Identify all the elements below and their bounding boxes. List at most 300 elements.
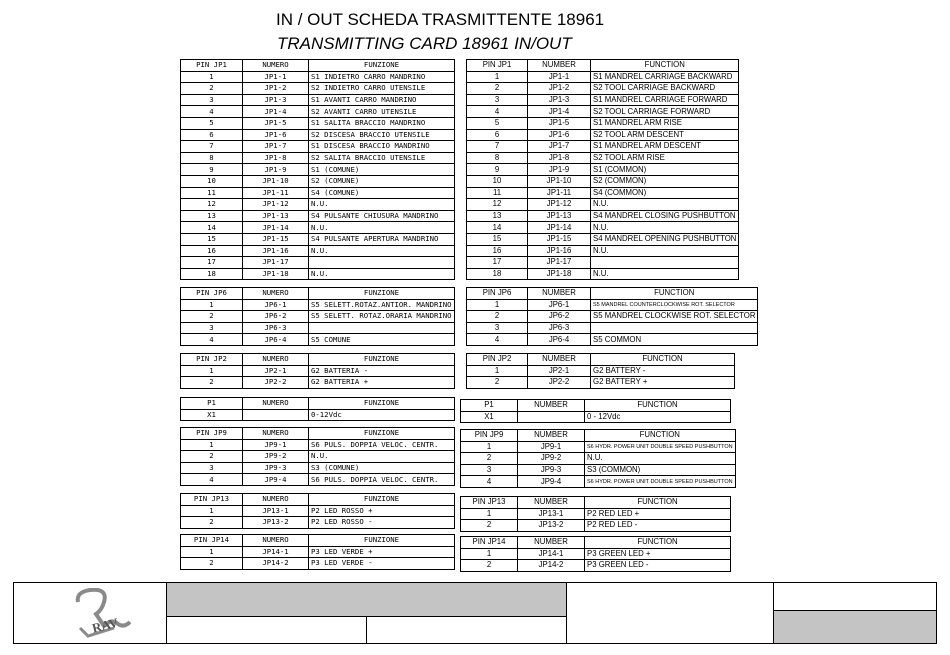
number-cell: JP9-2	[243, 451, 309, 463]
pin-cell: 1	[181, 505, 243, 517]
number-cell: JP6-2	[528, 311, 591, 323]
en-table-2	[466, 353, 735, 389]
pin-cell: 4	[181, 106, 243, 118]
table-row	[181, 451, 455, 463]
column-header: NUMBER	[518, 430, 585, 442]
function-cell: P2 LED ROSSO +	[309, 505, 455, 517]
en-table-4	[460, 429, 736, 488]
title-block-cell-bottom-left	[167, 617, 367, 643]
function-cell: S3 (COMMON)	[585, 464, 736, 476]
table-row	[461, 548, 731, 560]
table-row	[461, 520, 731, 532]
pin-cell: 6	[467, 129, 528, 141]
table-row	[181, 141, 455, 153]
table-row	[467, 71, 739, 83]
table-row	[181, 175, 455, 187]
table-row	[461, 453, 736, 465]
column-header: FUNZIONE	[309, 494, 455, 506]
pin-cell: 4	[467, 106, 528, 118]
it-table-3	[180, 397, 455, 421]
table-row	[467, 299, 758, 311]
pin-cell: 17	[467, 257, 528, 269]
table-row	[181, 129, 455, 141]
function-cell: S4 PULSANTE APERTURA MANDRINO	[309, 233, 455, 245]
number-cell: JP14-2	[243, 558, 309, 570]
table-row	[181, 210, 455, 222]
pin-cell: 1	[461, 441, 518, 453]
number-cell: JP2-1	[243, 365, 309, 377]
column-header: FUNZIONE	[309, 288, 455, 300]
number-cell: JP9-4	[243, 474, 309, 486]
number-cell: JP1-5	[243, 117, 309, 129]
number-cell: JP1-18	[528, 268, 591, 280]
table-row	[467, 175, 739, 187]
title-block-logo-cell	[14, 583, 167, 643]
pin-cell: 10	[181, 175, 243, 187]
pin-cell: 14	[467, 222, 528, 234]
number-cell: JP9-1	[518, 441, 585, 453]
pin-cell: 4	[181, 334, 243, 346]
function-cell: S5 SELETT. ROTAZ.ORARIA MANDRINO	[309, 311, 455, 323]
number-cell: JP1-12	[243, 199, 309, 211]
number-cell: JP1-12	[528, 199, 591, 211]
column-header: PIN JP13	[461, 497, 518, 509]
table-row	[467, 106, 739, 118]
function-cell: G2 BATTERIA +	[309, 377, 455, 389]
table-row	[181, 245, 455, 257]
table-row	[461, 560, 731, 572]
table-header-row	[467, 288, 758, 300]
function-cell: S6 PULS. DOPPIA VELOC. CENTR.	[309, 474, 455, 486]
table-row	[181, 164, 455, 176]
number-cell: JP1-10	[243, 175, 309, 187]
number-cell: JP6-4	[528, 334, 591, 346]
column-header: NUMERO	[243, 288, 309, 300]
function-cell: S4 (COMUNE)	[309, 187, 455, 199]
function-cell	[591, 322, 758, 334]
column-header: P1	[461, 400, 518, 412]
number-cell: JP1-1	[243, 71, 309, 83]
table-header-row	[467, 60, 739, 72]
table-row	[181, 462, 455, 474]
function-cell: S2 SALITA BRACCIO UTENSILE	[309, 152, 455, 164]
pin-cell: 1	[461, 508, 518, 520]
function-cell: P2 LED ROSSO -	[309, 517, 455, 529]
number-cell: JP1-4	[528, 106, 591, 118]
table-header-row	[181, 494, 455, 506]
number-cell: JP1-13	[528, 210, 591, 222]
number-cell: JP1-9	[528, 164, 591, 176]
table-row	[467, 152, 739, 164]
pin-cell: 14	[181, 222, 243, 234]
function-cell: S5 MANDREL COUNTERCLOCKWISE ROT. SELECTOR	[591, 299, 758, 311]
number-cell: JP1-8	[243, 152, 309, 164]
pin-cell: 15	[467, 233, 528, 245]
column-header: NUMBER	[518, 497, 585, 509]
function-cell: S6 HYDR. POWER UNIT DOUBLE SPEED PUSHBUTTON	[585, 476, 736, 488]
table-row	[181, 268, 455, 280]
number-cell: JP6-1	[528, 299, 591, 311]
number-cell: JP1-1	[528, 71, 591, 83]
column-header: PIN JP2	[181, 354, 243, 366]
table-row	[467, 322, 758, 334]
column-header: FUNCTION	[591, 60, 739, 72]
table-header-row	[181, 288, 455, 300]
table-row	[181, 546, 455, 558]
table-header-row	[461, 430, 736, 442]
pin-cell: 10	[467, 175, 528, 187]
function-cell: S5 COMUNE	[309, 334, 455, 346]
it-table-5	[180, 493, 455, 529]
table-header-row	[181, 60, 455, 72]
pin-cell: 1	[181, 365, 243, 377]
table-row	[181, 365, 455, 377]
en-table-6	[460, 536, 731, 572]
pin-cell: 3	[467, 94, 528, 106]
table-row	[181, 83, 455, 95]
table-row	[181, 334, 455, 346]
pin-cell: 1	[181, 71, 243, 83]
column-header: PIN JP6	[181, 288, 243, 300]
function-cell: S4 MANDREL OPENING PUSHBUTTON	[591, 233, 739, 245]
pin-cell: 1	[181, 439, 243, 451]
pin-cell: 3	[181, 462, 243, 474]
number-cell	[518, 411, 585, 423]
pin-cell: 12	[467, 199, 528, 211]
number-cell: JP1-13	[243, 210, 309, 222]
pin-cell: 17	[181, 257, 243, 269]
column-header: FUNCTION	[585, 400, 731, 412]
function-cell: S2 TOOL CARRIAGE FORWARD	[591, 106, 739, 118]
function-cell: S2 DISCESA BRACCIO UTENSILE	[309, 129, 455, 141]
number-cell: JP1-8	[528, 152, 591, 164]
number-cell	[243, 409, 309, 421]
function-cell: N.U.	[309, 268, 455, 280]
it-table-1	[180, 287, 455, 346]
column-header: PIN JP6	[467, 288, 528, 300]
number-cell: JP1-14	[528, 222, 591, 234]
pin-cell: 4	[181, 474, 243, 486]
table-row	[181, 299, 455, 311]
table-row	[467, 233, 739, 245]
function-cell: S1 DISCESA BRACCIO MANDRINO	[309, 141, 455, 153]
function-cell: S2 (COMMON)	[591, 175, 739, 187]
function-cell: G2 BATTERY -	[591, 365, 735, 377]
pin-cell: 8	[181, 152, 243, 164]
pin-cell: 6	[181, 129, 243, 141]
table-row	[181, 409, 455, 421]
function-cell: N.U.	[591, 245, 739, 257]
function-cell: S5 COMMON	[591, 334, 758, 346]
table-row	[181, 187, 455, 199]
pin-cell: 3	[181, 322, 243, 334]
table-row	[467, 129, 739, 141]
pin-cell: 2	[181, 377, 243, 389]
table-row	[467, 311, 758, 323]
pin-cell: 2	[181, 311, 243, 323]
number-cell: JP9-4	[518, 476, 585, 488]
en-table-3	[460, 399, 731, 423]
number-cell: JP1-15	[243, 233, 309, 245]
function-cell: S1 INDIETRO CARRO MANDRINO	[309, 71, 455, 83]
table-header-row	[181, 535, 455, 547]
number-cell: JP1-2	[243, 83, 309, 95]
function-cell: S2 TOOL CARRIAGE BACKWARD	[591, 83, 739, 95]
logo-text: RAV	[90, 614, 120, 636]
table-row	[467, 334, 758, 346]
function-cell: N.U.	[591, 222, 739, 234]
column-header: NUMBER	[528, 354, 591, 366]
function-cell: S2 TOOL ARM DESCENT	[591, 129, 739, 141]
pin-cell: 3	[181, 94, 243, 106]
table-row	[461, 508, 731, 520]
table-row	[181, 311, 455, 323]
pin-cell: 11	[467, 187, 528, 199]
pin-cell: X1	[181, 409, 243, 421]
table-row	[181, 233, 455, 245]
table-header-row	[467, 354, 735, 366]
pin-cell: 13	[467, 210, 528, 222]
column-header: FUNZIONE	[309, 535, 455, 547]
table-header-row	[181, 428, 455, 440]
pin-cell: X1	[461, 411, 518, 423]
page-title: IN / OUT SCHEDA TRASMITTENTE 18961	[276, 10, 605, 29]
table-row	[467, 210, 739, 222]
number-cell: JP13-2	[243, 517, 309, 529]
table-row	[467, 83, 739, 95]
column-header: NUMERO	[243, 354, 309, 366]
pin-cell: 5	[181, 117, 243, 129]
function-cell: S1 MANDREL CARRIAGE BACKWARD	[591, 71, 739, 83]
table-row	[181, 439, 455, 451]
number-cell: JP6-4	[243, 334, 309, 346]
column-header: FUNCTION	[591, 354, 735, 366]
function-cell: S4 PULSANTE CHIUSURA MANDRINO	[309, 210, 455, 222]
pin-cell: 9	[467, 164, 528, 176]
function-cell	[309, 322, 455, 334]
pin-cell: 8	[467, 152, 528, 164]
title-block-gray-right	[774, 611, 936, 643]
table-row	[467, 199, 739, 211]
column-header: PIN JP14	[181, 535, 243, 547]
function-cell: S2 TOOL ARM RISE	[591, 152, 739, 164]
column-header: PIN JP9	[461, 430, 518, 442]
number-cell: JP13-1	[518, 508, 585, 520]
column-header: P1	[181, 398, 243, 410]
pin-cell: 12	[181, 199, 243, 211]
table-row	[467, 245, 739, 257]
number-cell: JP13-2	[518, 520, 585, 532]
pin-cell: 9	[181, 164, 243, 176]
number-cell: JP1-14	[243, 222, 309, 234]
pin-cell: 1	[467, 299, 528, 311]
pin-cell: 3	[467, 322, 528, 334]
table-row	[181, 117, 455, 129]
number-cell: JP1-16	[243, 245, 309, 257]
number-cell: JP9-2	[518, 453, 585, 465]
table-row	[181, 222, 455, 234]
pin-cell: 2	[461, 453, 518, 465]
function-cell	[591, 257, 739, 269]
column-header: PIN JP1	[467, 60, 528, 72]
function-cell: P2 RED LED -	[585, 520, 731, 532]
table-row	[467, 94, 739, 106]
number-cell: JP1-6	[243, 129, 309, 141]
column-header: FUNZIONE	[309, 354, 455, 366]
pin-cell: 16	[181, 245, 243, 257]
title-block	[13, 582, 937, 644]
page-subtitle: TRANSMITTING CARD 18961 IN/OUT	[277, 34, 572, 53]
number-cell: JP1-9	[243, 164, 309, 176]
table-header-row	[181, 398, 455, 410]
table-row	[467, 222, 739, 234]
function-cell: S1 (COMUNE)	[309, 164, 455, 176]
title-block-cell-middle	[567, 583, 774, 643]
number-cell: JP1-7	[528, 141, 591, 153]
number-cell: JP6-2	[243, 311, 309, 323]
table-row	[467, 117, 739, 129]
pin-cell: 4	[461, 476, 518, 488]
table-row	[181, 517, 455, 529]
it-table-0	[180, 59, 455, 280]
function-cell: N.U.	[309, 199, 455, 211]
number-cell: JP1-17	[528, 257, 591, 269]
function-cell: S6 HYDR. POWER UNIT DOUBLE SPEED PUSHBUTTON	[585, 441, 736, 453]
pin-cell: 2	[467, 377, 528, 389]
function-cell: S1 (COMMON)	[591, 164, 739, 176]
function-cell: S2 (COMUNE)	[309, 175, 455, 187]
function-cell	[309, 257, 455, 269]
en-table-5	[460, 496, 731, 532]
it-table-4	[180, 427, 455, 486]
number-cell: JP1-2	[528, 83, 591, 95]
function-cell: S2 INDIETRO CARRO UTENSILE	[309, 83, 455, 95]
table-row	[461, 441, 736, 453]
column-header: PIN JP13	[181, 494, 243, 506]
column-header: FUNCTION	[585, 497, 731, 509]
function-cell: N.U.	[309, 451, 455, 463]
number-cell: JP14-1	[243, 546, 309, 558]
table-header-row	[461, 497, 731, 509]
pin-cell: 11	[181, 187, 243, 199]
table-row	[461, 476, 736, 488]
pin-cell: 1	[467, 71, 528, 83]
company-logo-icon	[74, 588, 134, 638]
number-cell: JP6-1	[243, 299, 309, 311]
table-row	[467, 141, 739, 153]
number-cell: JP14-2	[518, 560, 585, 572]
function-cell: N.U.	[591, 268, 739, 280]
column-header: FUNCTION	[585, 430, 736, 442]
pin-cell: 1	[467, 365, 528, 377]
column-header: PIN JP1	[181, 60, 243, 72]
pin-cell: 5	[467, 117, 528, 129]
table-row	[181, 199, 455, 211]
number-cell: JP1-17	[243, 257, 309, 269]
en-table-1	[466, 287, 758, 346]
function-cell: S1 SALITA BRACCIO MANDRINO	[309, 117, 455, 129]
column-header: NUMERO	[243, 428, 309, 440]
function-cell: S5 SELETT.ROTAZ.ANTIOR. MANDRINO	[309, 299, 455, 311]
table-row	[181, 322, 455, 334]
function-cell: N.U.	[585, 453, 736, 465]
number-cell: JP6-3	[243, 322, 309, 334]
en-table-0	[466, 59, 739, 280]
function-cell: P3 GREEN LED +	[585, 548, 731, 560]
column-header: NUMERO	[243, 535, 309, 547]
number-cell: JP6-3	[528, 322, 591, 334]
function-cell: N.U.	[309, 245, 455, 257]
column-header: NUMERO	[243, 398, 309, 410]
number-cell: JP1-16	[528, 245, 591, 257]
table-row	[467, 257, 739, 269]
table-row	[467, 268, 739, 280]
table-row	[181, 152, 455, 164]
number-cell: JP1-11	[243, 187, 309, 199]
number-cell: JP1-6	[528, 129, 591, 141]
number-cell: JP1-11	[528, 187, 591, 199]
function-cell: S1 MANDREL ARM RISE	[591, 117, 739, 129]
function-cell: P3 LED VERDE -	[309, 558, 455, 570]
number-cell: JP2-2	[528, 377, 591, 389]
table-header-row	[181, 354, 455, 366]
table-row	[461, 411, 731, 423]
title-block-cell-bottom-right	[367, 617, 567, 643]
number-cell: JP1-3	[528, 94, 591, 106]
column-header: FUNZIONE	[309, 428, 455, 440]
table-row	[181, 377, 455, 389]
number-cell: JP1-18	[243, 268, 309, 280]
function-cell: S3 (COMUNE)	[309, 462, 455, 474]
column-header: NUMBER	[528, 60, 591, 72]
table-row	[467, 365, 735, 377]
column-header: FUNZIONE	[309, 60, 455, 72]
number-cell: JP2-1	[528, 365, 591, 377]
table-row	[181, 71, 455, 83]
pin-cell: 16	[467, 245, 528, 257]
function-cell: N.U.	[591, 199, 739, 211]
pin-cell: 2	[461, 520, 518, 532]
table-row	[181, 94, 455, 106]
pin-cell: 3	[461, 464, 518, 476]
function-cell: S4 (COMMON)	[591, 187, 739, 199]
number-cell: JP2-2	[243, 377, 309, 389]
number-cell: JP1-4	[243, 106, 309, 118]
table-row	[181, 474, 455, 486]
table-row	[467, 164, 739, 176]
number-cell: JP14-1	[518, 548, 585, 560]
pin-cell: 7	[467, 141, 528, 153]
column-header: FUNCTION	[585, 537, 731, 549]
function-cell: S5 MANDREL CLOCKWISE ROT. SELECTOR	[591, 311, 758, 323]
number-cell: JP1-10	[528, 175, 591, 187]
pin-cell: 2	[467, 83, 528, 95]
pin-cell: 15	[181, 233, 243, 245]
pin-cell: 18	[181, 268, 243, 280]
function-cell: S4 MANDREL CLOSING PUSHBUTTON	[591, 210, 739, 222]
table-row	[181, 505, 455, 517]
pin-cell: 1	[181, 299, 243, 311]
pin-cell: 1	[181, 546, 243, 558]
function-cell: 0-12Vdc	[309, 409, 455, 421]
function-cell: P3 LED VERDE +	[309, 546, 455, 558]
function-cell: S2 AVANTI CARRO UTENSILE	[309, 106, 455, 118]
function-cell: S1 MANDREL CARRIAGE FORWARD	[591, 94, 739, 106]
column-header: FUNZIONE	[309, 398, 455, 410]
number-cell: JP9-3	[243, 462, 309, 474]
column-header: NUMERO	[243, 60, 309, 72]
function-cell: S1 AVANTI CARRO MANDRINO	[309, 94, 455, 106]
